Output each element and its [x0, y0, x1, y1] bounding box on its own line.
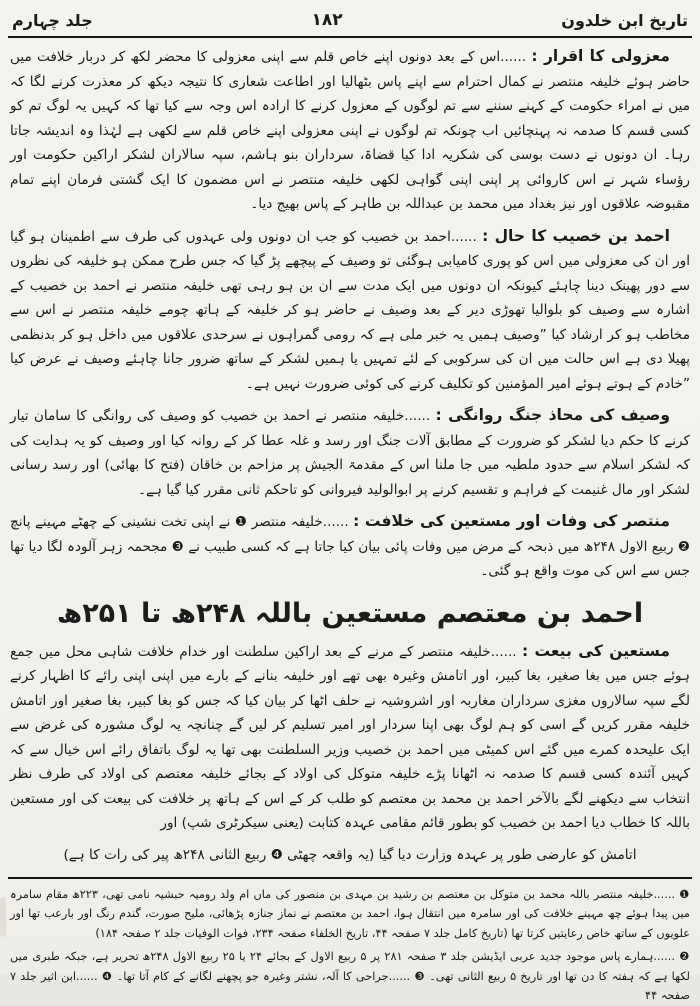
section-body: ......خلیفہ منتصر کے مرنے کے بعد اراکین سلطنت اور خدام خلافت شاہی محل میں جمع ہوئے جس میں بغا صغیر، بغا کبیر، اور اتامش وغیرہ بھی تھے اور خلیفہ بنانے کے بارے میں اپنی اپنی رائے کا اظہار کرنے لگے سپہ سالاروں مغزی سرداران مغاربہ اور اشروشیہ نے حلف اٹھا کر بیان کیا کہ جس کو بغا کبیر، بغا صغیر اور اتامش خلیفہ مقرر کریں گے اسی کو ہم لوگ بھی اپنا سردار اور امیر تسلیم کر لیں گے چنانچہ یہ لوگ مشورہ کی غرض سے ایک علیحدہ کمرے میں گئے اس کمیٹی میں احمد بن خصیب وزیر السلطنت بھی تھا یہ لوگ باتفاق رائے اس خیال سے کہ کہیں آئندہ کسی قسم کا صدمہ نہ اٹھانا پڑے خلیفہ متوکل کی اولاد کے بجائے خلیفہ معتصم کی اولاد کی طرف نظر انتخاب سے دیکھنے لگے بالآخر احمد بن محمد بن معتصم کو طلب کر کے اس کے ہاتھ پر خلافت کی بیعت کی اور مستعین باللہ کا خطاب دیا احمد بن خصیب کو بطور قائم مقامی عہدہ کتابت (یعنی سیکرٹری شپ) اور — [10, 643, 690, 831]
section-body: ......خلیفہ منتصر نے احمد بن خصیب کو وصیف کی روانگی کا سامان تیار کرنے کا حکم دیا لشکر کو ضرورت کے مطابق آلات جنگ اور رسد و غلہ عطا کر کے روانہ کیا اور وصیف کو یہ ہدایت کی کہ لشکر اسلام سے حدود ملطیہ میں جا ملنا اس کے مقدمۃ الجیش پر مزاحم بن خاقان (فتح کا بھائی) اور رسد رسانی لشکر اور مال غنیمت کے فراہم و تقسیم کرنے پر ابوالولید فیروانی کو تاحکم ثانی مقرر کیا گیا ہے۔ — [10, 408, 690, 498]
page-number: ۱۸۲ — [311, 10, 343, 30]
paragraph-waseef-departure — [10, 403, 690, 502]
header-rule — [8, 36, 692, 38]
volume-label: جلد چہارم — [12, 11, 93, 30]
paragraph-muntasir-death — [10, 509, 690, 584]
page-header — [8, 8, 692, 36]
paragraph-mustain-bayat — [10, 639, 690, 836]
bayat-closing-line: اتامش کو عارضی طور پر عہدہ وزارت دیا گیا (یہ واقعہ چھٹی ❹ ربیع الثانی ۲۴۸ھ پیر کی رات کا ہے) — [63, 846, 637, 863]
book-title: تاریخ ابن خلدون — [561, 11, 688, 30]
scan-smudge — [0, 897, 6, 937]
footnote-separator — [8, 877, 692, 879]
section-heading: معزولی کا اقرار : — [531, 47, 670, 65]
section-heading: منتصر کی وفات اور مستعین کی خلافت : — [353, 512, 670, 530]
paragraph-dismissal-confession — [10, 44, 690, 217]
paragraph-ahmad-bin-khasib — [10, 224, 690, 397]
footnote-1: ❶ ......خلیفہ منتصر باللہ محمد بن متوکل بن معتصم بن رشید بن مہدی بن منصور کی ماں ام ولد رومیہ حبشیہ نامی تھی، ۲۲۳ھ مقام سامرہ میں پیدا ہوئے چھ مہینے خلافت کی اور سامرہ میں انتقال ہوا، احمد بن معتصم نے نماز جنازہ پڑھائی، ملیح صورت، گندم رنگ اور بارعب تھا اور علویوں کے ساتھ خاص رعایتیں کرتا تھا (تاریخ کامل جلد ۷ صفحہ ۴۴، تاریخ الخلفاء صفحہ ۲۳۴، فوات الوفیات جلد ۲ صفحہ ۱۸۴) — [10, 887, 690, 940]
section-heading: مستعین کی بیعت : — [521, 641, 670, 660]
section-body: ......اس کے بعد دونوں اپنے خاص قلم سے اپنی معزولی کا محضر لکھ کر دربار خلافت میں حاضر ہوئے خلیفہ منتصر نے کمال احترام سے اپنے پاس بٹھالیا اور اطاعت شعاری کا نتیجہ دیکھ کر معذرت کرنے لگا کہ میں نے امراء حکومت کے کہنے سننے سے تم لوگوں کے معزول کرنے کا ارادہ اس وجہ سے کیا تھا کہ کہیں یہ لوگ تم کو کسی قسم کا صدمہ نہ پہنچائیں اب چونکہ تم لوگوں نے اپنی معزولی اپنے خاص قلم سے لکھی ہے لہٰذا وہ اندیشہ جاتا رہا۔ ان دونوں نے دست بوسی کی شکریہ ادا کیا قضاۃ، سرداران بنو ہاشم، سپہ سالاران لشکر اراکین حکومت اور رؤساء شہر نے اس کاروائی پر اپنی اپنی گواہی لکھی خلیفہ منتصر نے اس مضمون کا ایک گشتی فرمان اپنے تمام مقبوضہ علاقوں اور نیز بغداد میں محمد بن عبداللہ بن طاہر کے پاس بھیج دیا۔ — [10, 49, 690, 212]
section-body: ......احمد بن خصیب کو جب ان دونوں ولی عہدوں کی طرف سے اطمینان ہو گیا اور ان کی معزولی میں اس کو پوری کامیابی ہوگئی تو وصیف کے پیچھے پڑ گیا کہ جس طرح ممکن ہو خلیفہ کی نظروں سے دور پھینک دینا چاہئے کیونکہ ان دونوں میں ایک مدت سے ان بن ہو رہی تھی خلیفہ منتصر نے احمد بن خصیب کے اشارہ سے وصیف کو بلوالیا تھوڑی دیر کے بعد وصیف نے حاضر ہو کر خلیفہ کے ہاتھ چومے خلیفہ منتصر نے اس سے مخاطب ہو کر ارشاد کیا ”وصیف ہمیں یہ خبر ملی ہے کہ رومی گمراہوں نے سرحدی علاقوں میں داخل ہو کر بدنظمی پھیلا دی ہے اس حالت میں ان کی سرکوبی کے لئے تمہیں یا ہمیں لشکر کے ساتھ ضرور جانا چاہئے وصیف نے عرض کیا ”خادم کے ہوتے ہوئے امیر المؤمنین کو تکلیف کرنے کی کوئی ضرورت نہیں ہے۔ — [10, 228, 690, 392]
section-body: ......خلیفہ منتصر ❶ نے اپنی تخت نشینی کے چھٹے مہینے پانچ ❷ ربیع الاول ۲۴۸ھ میں ذبحہ کے مرض میں وفات پائی بیان کیا جاتا ہے کہ کسی طبیب نے ❸ مجحمہ زہر آلودہ لگا دیا تھا جس سے اس کی موت واقع ہو گئی۔ — [10, 514, 690, 579]
section-heading: احمد بن خصیب کا حال : — [482, 226, 670, 245]
footnote-2-3-4: ❷ ......ہمارے پاس موجود جدید عربی ایڈیشن جلد ۳ صفحہ ۲۸۱ پر ۵ ربیع الاول کے بجائے ۲۴ یا ۲۵ ربیع الاول ۲۴۸ھ تحریر ہے، جبکہ طبری میں لکھا ہے کہ ہفتہ کا دن تھا اور تاریخ ۵ ربیع الثانی تھی۔ ❸ ......جراحی کا آلہ، نشتر وغیرہ جو پچھنے لگانے کے کام آتا تھا۔ ❹ ......ابن اثیر جلد ۷ صفحہ ۴۴ — [10, 950, 691, 1002]
section-heading: وصیف کی محاذ جنگ روانگی : — [435, 406, 671, 424]
chapter-heading: احمد بن معتصم مستعین باللہ ۲۴۸ھ تا ۲۵۱ھ — [56, 597, 644, 629]
